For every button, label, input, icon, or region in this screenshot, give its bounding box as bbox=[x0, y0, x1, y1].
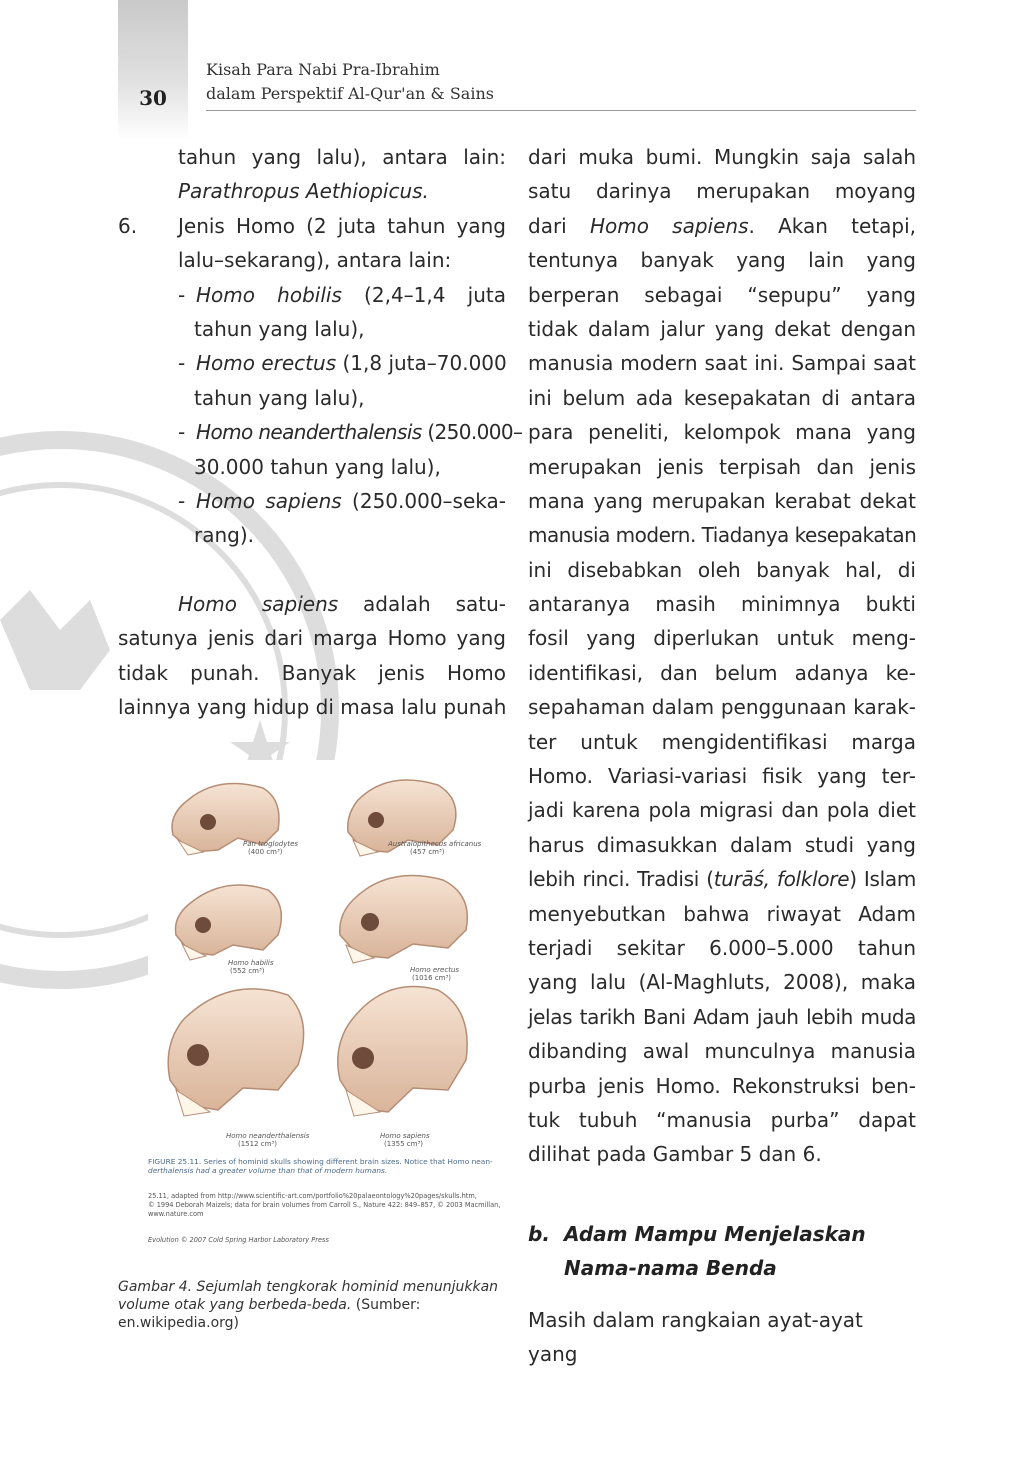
skull1-label: Pan troglodytes bbox=[243, 840, 299, 848]
bullet-dash: - bbox=[178, 488, 186, 513]
text-line: terjadi sekitar 6.000–5.000 tahun bbox=[528, 935, 916, 960]
text-line: purba jenis Homo. Rekonstruksi ben- bbox=[528, 1073, 916, 1098]
running-header bbox=[206, 58, 494, 106]
bullet-text: (250.000–seka- bbox=[341, 488, 506, 513]
text-line: merupakan jenis terpisah dan jenis bbox=[528, 454, 916, 479]
blank-line bbox=[118, 553, 506, 587]
text-line: tidak punah. Banyak jenis Homo bbox=[118, 660, 506, 685]
figure-credit-line3: www.nature.com bbox=[148, 1210, 204, 1218]
caption-italic: Gambar 4. Sejumlah tengkorak hominid menunjukkan volume otak yang berbeda-beda. bbox=[118, 1279, 499, 1313]
text-line: harus dimasukkan dalam studi yang bbox=[528, 832, 916, 857]
header-rule bbox=[206, 110, 916, 111]
figure-caption bbox=[118, 1278, 506, 1332]
text-line: lainnya yang hidup di masa lalu punah bbox=[118, 695, 507, 720]
skull4-label: Homo erectus bbox=[410, 966, 460, 974]
species-name: Homo sapiens bbox=[589, 213, 749, 238]
skull6-volume: (1355 cm³) bbox=[384, 1140, 423, 1148]
text-line: ter untuk mengidentifikasi marga bbox=[528, 729, 916, 754]
text-line: tahun yang lalu), antara lain: bbox=[178, 145, 506, 169]
species-name: Homo erectus bbox=[196, 351, 337, 376]
figure-hominid-skulls bbox=[148, 760, 518, 1250]
skull5-volume: (1512 cm³) bbox=[238, 1140, 277, 1148]
bullet-dash: - bbox=[178, 282, 186, 307]
subsection-title-line2: Nama-nama Benda bbox=[564, 1256, 777, 1281]
caption-source: (Sumber: en.wikipedia.org) bbox=[118, 1297, 421, 1331]
bullet-item bbox=[118, 415, 523, 449]
text-line: manusia modern saat ini. Sampai saat bbox=[528, 351, 916, 376]
skull1-volume: (400 cm³) bbox=[248, 848, 283, 856]
text-line: lalu–sekarang), antara lain: bbox=[178, 248, 452, 273]
text-fragment: adalah satu- bbox=[338, 592, 506, 617]
figure-credit-line1: 25.11, adapted from http://www.scientific-art.com/portfolio%20palaeontology%20pages/skulls.htm, bbox=[148, 1192, 477, 1200]
text-fragment: lebih rinci. Tradisi ( bbox=[528, 867, 714, 892]
text-line: dilihat pada Gambar 5 dan 6. bbox=[528, 1142, 822, 1167]
text-line: tidak dalam jalur yang dekat dengan bbox=[528, 316, 916, 341]
subsection-title-line1: Adam Mampu Menjelaskan bbox=[564, 1222, 866, 1246]
text-line: para peneliti, kelompok mana yang bbox=[528, 420, 916, 445]
skull4-volume: (1016 cm³) bbox=[412, 974, 451, 982]
skull5-label: Homo neanderthalensis bbox=[226, 1132, 310, 1140]
text-line: dibanding awal munculnya manusia bbox=[528, 1039, 916, 1064]
figure-caption-line1: FIGURE 25.11. Series of hominid skulls showing different brain sizes. Notice that Homo nean- bbox=[148, 1157, 493, 1166]
skull3-volume: (552 cm³) bbox=[230, 967, 265, 975]
text-fragment: . Akan tetapi, bbox=[748, 213, 916, 238]
text-line: tahun yang lalu), bbox=[194, 385, 365, 410]
skull-homo-neanderthalensis bbox=[168, 989, 303, 1116]
text-line: tahun yang lalu), bbox=[194, 316, 365, 341]
text-line: Homo. Variasi-variasi fisik yang ter- bbox=[528, 764, 916, 789]
bullet-item bbox=[118, 484, 506, 518]
subsection-heading bbox=[528, 1217, 866, 1286]
text-line: manusia modern. Tiadanya kesepakatan bbox=[528, 523, 917, 548]
text-line: identifikasi, dan belum adanya ke- bbox=[528, 660, 916, 685]
skull-homo-erectus bbox=[340, 876, 468, 964]
text-fragment: dari bbox=[528, 213, 590, 238]
text-line: Jenis Homo (2 juta tahun yang bbox=[178, 213, 506, 238]
text-line: Masih dalam rangkaian ayat-ayat yang bbox=[528, 1308, 863, 1367]
text-line: jelas tarikh Bani Adam jauh lebih muda bbox=[528, 1004, 916, 1029]
skull-homo-sapiens bbox=[338, 987, 467, 1116]
species-name: Homo neanderthalensis bbox=[196, 420, 422, 445]
italic-term: turāś, folklore bbox=[713, 867, 850, 892]
bullet-dash: - bbox=[178, 351, 186, 376]
figure-credit-line2: © 1994 Deborah Maizels; data for brain volumes from Carroll S., Nature 422: 849–857, © 2003 Macmillan, bbox=[148, 1201, 501, 1209]
skull2-volume: (457 cm³) bbox=[410, 848, 445, 856]
running-header-line2: dalam Perspektif Al-Qur'an & Sains bbox=[206, 84, 494, 103]
left-column bbox=[118, 140, 523, 725]
species-name: Homo hobilis bbox=[196, 282, 342, 307]
bullet-item bbox=[118, 346, 506, 380]
text-line: satunya jenis dari marga Homo yang bbox=[118, 626, 506, 651]
bullet-text: (2,4–1,4 juta bbox=[341, 282, 506, 307]
text-line: berperan sebagai “sepupu” yang bbox=[528, 282, 916, 307]
text-line: yang lalu (Al-Maghluts, 2008), maka bbox=[528, 970, 916, 995]
text-line: ini belum ada kesepakatan di antara bbox=[528, 385, 916, 410]
text-line-with-species bbox=[528, 209, 916, 243]
text-line: ini disebabkan oleh banyak hal, di bbox=[528, 557, 916, 582]
text-line: rang). bbox=[194, 523, 255, 548]
right-column bbox=[528, 140, 916, 1172]
text-line: satu darinya merupakan moyang bbox=[528, 179, 916, 204]
running-header-line1: Kisah Para Nabi Pra-Ibrahim bbox=[206, 60, 440, 79]
text-line: jadi karena pola migrasi dan pola diet bbox=[528, 798, 916, 823]
text-line: antaranya masih minimnya bukti bbox=[528, 592, 916, 617]
skull2-label: Australopithecus africanus bbox=[388, 840, 482, 848]
text-line: Parathropus Aethiopicus. bbox=[178, 179, 429, 204]
text-line: sepahaman dalam penggunaan karak- bbox=[528, 695, 916, 720]
paragraph-line bbox=[118, 587, 506, 621]
text-line: 30.000 tahun yang lalu), bbox=[194, 454, 441, 479]
text-fragment: ) Islam bbox=[849, 867, 916, 892]
skull6-label: Homo sapiens bbox=[380, 1132, 430, 1140]
bullet-text: (250.000– bbox=[421, 420, 523, 445]
page-number: 30 bbox=[139, 86, 167, 110]
page-number-tab bbox=[118, 0, 188, 140]
figure-credit-line4: Evolution © 2007 Cold Spring Harbor Laboratory Press bbox=[148, 1236, 329, 1244]
skull3-label: Homo habilis bbox=[228, 959, 274, 967]
bullet-item bbox=[118, 278, 506, 312]
subsection-letter: b. bbox=[528, 1222, 550, 1246]
text-line: mana yang merupakan kerabat dekat bbox=[528, 488, 916, 513]
text-line: fosil yang diperlukan untuk meng- bbox=[528, 626, 916, 651]
species-name: Homo sapiens bbox=[196, 488, 342, 513]
list-item-6 bbox=[118, 209, 506, 243]
figure-caption-line2: derthalensis had a greater volume than that of modern humans. bbox=[148, 1166, 388, 1175]
text-line: dari muka bumi. Mungkin saja salah bbox=[528, 145, 916, 169]
text-line-with-italic bbox=[528, 862, 916, 896]
species-name: Homo sapiens bbox=[178, 592, 339, 617]
text-line: tuk tubuh “manusia purba” dapat bbox=[528, 1107, 916, 1132]
text-line: menyebutkan bahwa riwayat Adam bbox=[528, 901, 916, 926]
skulls-illustration bbox=[148, 760, 518, 1250]
bullet-text: (1,8 juta–70.000 bbox=[336, 351, 507, 376]
bullet-dash: - bbox=[178, 420, 185, 445]
skull-homo-habilis bbox=[176, 885, 282, 960]
text-line: tentunya banyak yang lain yang bbox=[528, 248, 916, 273]
list-number: 6. bbox=[118, 213, 138, 238]
